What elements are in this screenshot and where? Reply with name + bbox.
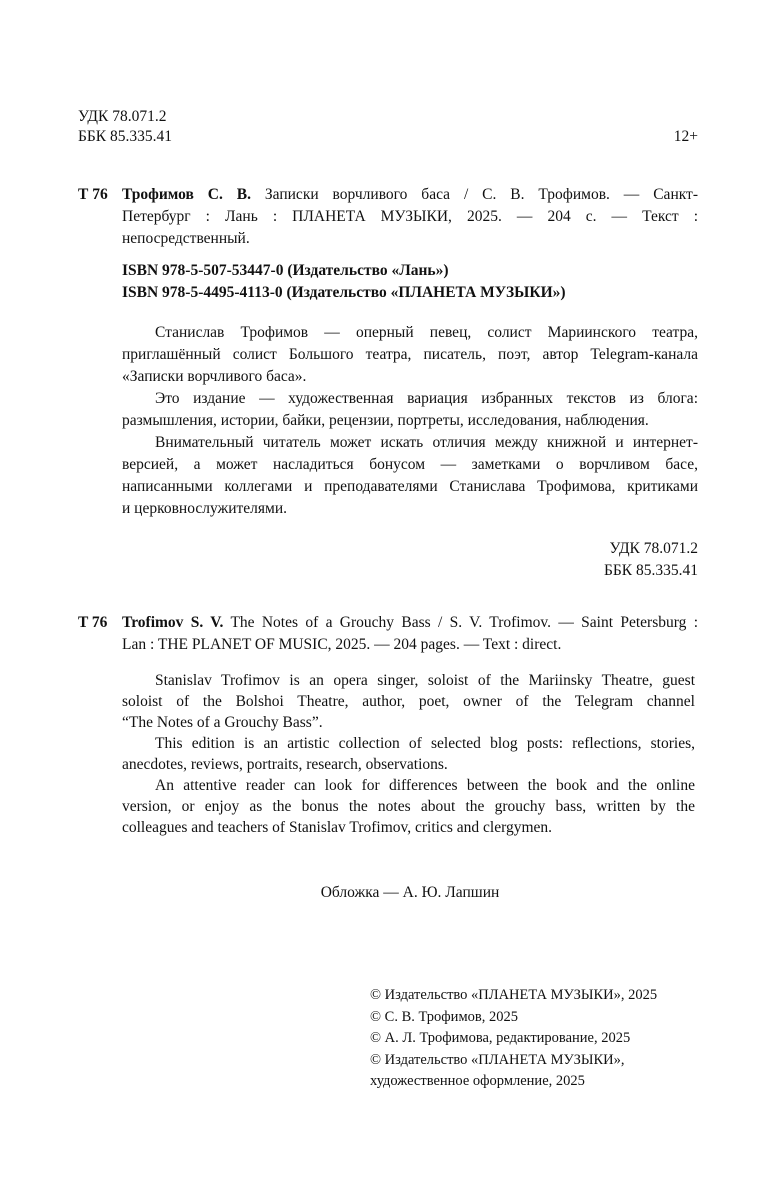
udk-code-right: УДК 78.071.2 (609, 540, 698, 557)
ru-record-line-text: Записки ворчливого баса / С. В. Трофимов. — Санкт- (264, 186, 698, 203)
en-record-line: Lan : THE PLANET OF MUSIC, 2025. — 204 pages. — Text : direct. (122, 636, 562, 653)
en-annotation-line: soloist of the Bolshoi Theatre, author, poet, owner of the Telegram channel (122, 693, 695, 710)
ru-annotation-line: Внимательный читатель может искать отличия между книжной и интернет- (155, 434, 698, 451)
ru-record-code: Т 76 (78, 186, 108, 203)
copyright-line: художественное оформление, 2025 (370, 1073, 585, 1089)
en-annotation-paragraph (122, 733, 695, 775)
ru-annotation-line: Станислав Трофимов — оперный певец, солист Мариинского театра, (155, 324, 698, 341)
en-record-line (122, 612, 698, 634)
copyright-line: © Издательство «ПЛАНЕТА МУЗЫКИ», (370, 1051, 625, 1068)
en-annotation (122, 670, 695, 838)
en-annotation-line: “The Notes of a Grouchy Bass”. (122, 714, 323, 731)
en-annotation-paragraph (122, 775, 695, 838)
en-record-author: Trofimov S. V. (122, 614, 224, 631)
bbk-code-right: ББК 85.335.41 (603, 562, 698, 579)
en-annotation-paragraph (122, 670, 695, 733)
ru-record-line (122, 184, 698, 206)
ru-annotation-line: Это издание — художественная вариация избранных текстов из блога: (155, 390, 698, 407)
ru-annotation-line: «Записки ворчливого баса». (122, 368, 307, 385)
en-annotation-line: colleagues and teachers of Stanislav Trofimov, critics and clergymen. (122, 819, 553, 836)
ru-annotation-line: версией, а может насладиться бонусом — заметками о ворчливом басе, (122, 456, 698, 473)
ru-annotation-line: написанными коллегами и преподавателями Станислава Трофимова, критиками (122, 478, 698, 495)
age-rating: 12+ (673, 128, 698, 145)
ru-annotation-paragraph (122, 322, 698, 388)
en-annotation-line: This edition is an artistic collection of selected blog posts: reflections, stories, (155, 735, 695, 752)
bbk-code: ББК 85.335.41 (78, 128, 173, 145)
cover-credit: Обложка — А. Ю. Лапшин (320, 884, 500, 901)
ru-annotation-line: размышления, истории, байки, рецензии, портреты, исследования, наблюдения. (122, 412, 649, 429)
ru-annotation (122, 322, 698, 520)
isbn-lan: ISBN 978-5-507-53447-0 (Издательство «Лань») (122, 262, 449, 279)
copyright-block (370, 985, 657, 1093)
isbn-block (122, 260, 566, 304)
ru-annotation-paragraph (122, 432, 698, 520)
en-annotation-line: anecdotes, reviews, portraits, research, observations. (122, 756, 448, 773)
en-record-code: T 76 (78, 614, 108, 631)
ru-record-description (122, 184, 698, 250)
isbn-planet-music: ISBN 978-5-4495-4113-0 (Издательство «ПЛАНЕТА МУЗЫКИ») (122, 284, 566, 301)
ru-record-author: Трофимов С. В. (122, 186, 251, 203)
ru-annotation-paragraph (122, 388, 698, 432)
en-annotation-line: An attentive reader can look for differences between the book and the online (155, 777, 695, 794)
ru-record-line: непосредственный. (122, 230, 250, 247)
classification-right (604, 538, 698, 582)
ru-annotation-line: приглашённый солист Большого театра, писатель, поэт, автор Telegram-канала (122, 346, 698, 363)
udk-code: УДК 78.071.2 (78, 108, 167, 125)
en-annotation-line: version, or enjoy as the bonus the notes about the grouchy bass, written by the (122, 798, 695, 815)
ru-record-line: Петербург : Лань : ПЛАНЕТА МУЗЫКИ, 2025. — 204 с. — Текст : (122, 208, 698, 225)
en-record-line-text: The Notes of a Grouchy Bass / S. V. Trofimov. — Saint Petersburg : (230, 614, 698, 631)
en-record-description (122, 612, 698, 656)
copyright-line: © Издательство «ПЛАНЕТА МУЗЫКИ», 2025 (370, 987, 658, 1003)
en-annotation-line: Stanislav Trofimov is an opera singer, soloist of the Mariinsky Theatre, guest (155, 672, 695, 689)
copyright-line: © С. В. Трофимов, 2025 (370, 1008, 518, 1025)
ru-annotation-line: и церковнослужителями. (122, 500, 287, 517)
copyright-line: © А. Л. Трофимова, редактирование, 2025 (370, 1030, 631, 1046)
